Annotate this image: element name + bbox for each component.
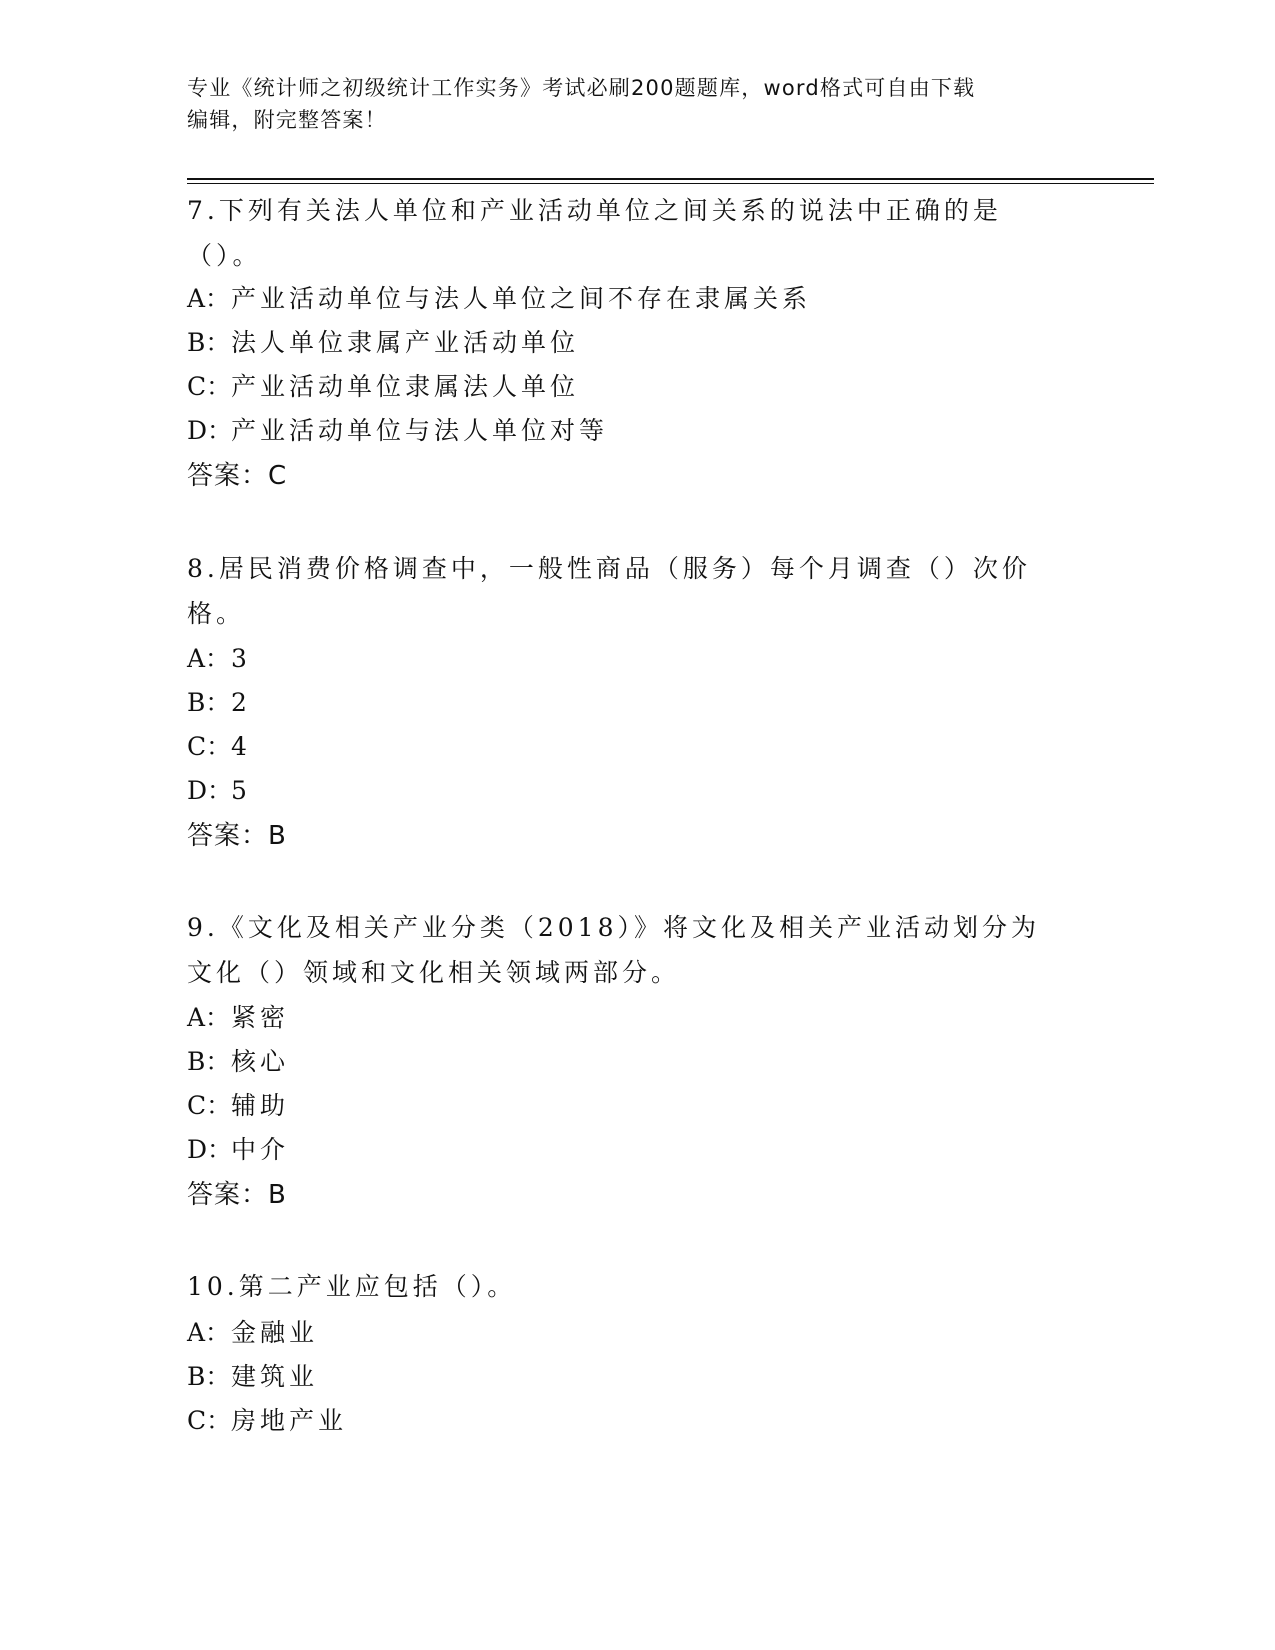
question-10-option-c [187,1406,1067,1436]
option-label: C： [187,732,232,761]
option-text: 产业活动单位与法人单位之间不存在隶属关系 [231,284,812,313]
question-8-text: 8.居民消费价格调查中，一般性商品（服务）每个月调查（）次价格。 [187,554,1031,628]
option-label: A： [187,1318,231,1347]
option-label: D： [187,776,233,805]
question-9-text: 9.《文化及相关产业分类（2018）》将文化及相关产业活动划分为文化（）领域和文化相关领域两部分。 [187,913,1040,987]
option-text: 中介 [231,1135,290,1164]
option-text: 辅助 [231,1091,290,1120]
option-label: B： [187,1362,231,1391]
option-text: 4 [231,732,251,761]
question-7-option-c [187,372,1067,402]
question-7-answer: 答案：C [187,461,288,491]
option-text: 2 [231,688,251,717]
question-7-option-a [187,284,1067,314]
option-label: D： [187,1135,233,1164]
question-9-answer: 答案：B [187,1180,287,1210]
option-text: 核心 [231,1047,290,1076]
option-label: A： [187,644,231,673]
option-label: B： [187,688,231,717]
question-9-option-d [187,1135,1067,1165]
header-line-1: 专业《统计师之初级统计工作实务》考试必刷200题题库，word格式可自由下载 [187,76,976,100]
question-8-option-a [187,644,1067,674]
option-label: C： [187,372,232,401]
option-label: C： [187,1091,232,1120]
option-text: 房地产业 [231,1406,348,1435]
option-text: 法人单位隶属产业活动单位 [231,328,580,357]
question-8-answer: 答案：B [187,821,287,851]
header-divider-thin [187,183,1154,184]
question-7-text: 7.下列有关法人单位和产业活动单位之间关系的说法中正确的是（）。 [187,196,1002,270]
question-10-option-b [187,1362,1067,1392]
option-text: 3 [231,644,251,673]
option-label: C： [187,1406,232,1435]
question-10-text: 10.第二产业应包括（）。 [187,1272,517,1301]
question-9-option-b [187,1047,1067,1077]
option-text: 建筑业 [231,1362,319,1391]
question-10-option-a [187,1318,1067,1348]
option-label: B： [187,328,231,357]
option-label: B： [187,1047,231,1076]
question-9-option-c [187,1091,1067,1121]
option-label: A： [187,284,231,313]
option-label: D： [187,416,233,445]
header-line-2: 编辑，附完整答案！ [187,108,387,132]
question-7-option-d [187,416,1067,446]
option-label: A： [187,1003,231,1032]
question-7-option-b [187,328,1067,358]
option-text: 5 [231,776,251,805]
option-text: 产业活动单位隶属法人单位 [231,372,580,401]
header-divider-thick [187,178,1154,180]
option-text: 产业活动单位与法人单位对等 [231,416,609,445]
question-8-option-b [187,688,1067,718]
question-9-option-a [187,1003,1067,1033]
question-8-option-c [187,732,1067,762]
question-8-option-d [187,776,1067,806]
option-text: 紧密 [231,1003,290,1032]
option-text: 金融业 [231,1318,319,1347]
document-header [187,72,1067,136]
